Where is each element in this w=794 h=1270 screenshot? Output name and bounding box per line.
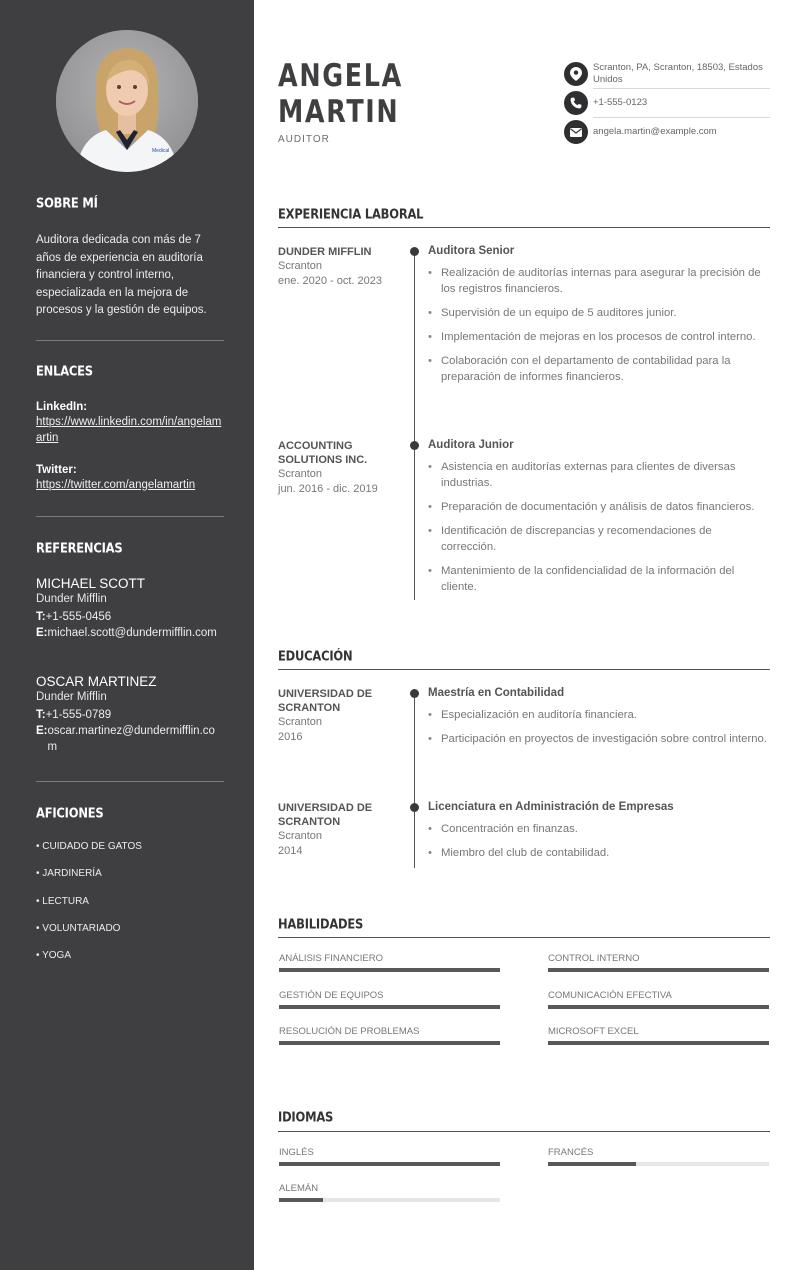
contact-divider xyxy=(593,88,770,89)
email-text[interactable]: angela.martin@example.com xyxy=(593,126,717,137)
company-location: Scranton xyxy=(278,468,323,480)
language-bar xyxy=(548,1162,769,1166)
hobbies-list xyxy=(36,841,224,977)
hobby-item: • JARDINERÍA xyxy=(36,868,102,880)
avatar xyxy=(56,30,198,172)
bullet-item: • Mantenimiento de la confidencialidad de la información del cliente. xyxy=(428,563,770,595)
language-item xyxy=(548,1147,769,1166)
section-divider xyxy=(278,669,770,670)
about-title: SOBRE MÍ xyxy=(36,195,98,212)
phone-value: +1-555-0456 xyxy=(45,611,112,623)
education-title: EDUCACIÓN xyxy=(278,648,353,665)
school-name: UNIVERSIDAD DE SCRANTON xyxy=(278,802,373,828)
sidebar-divider xyxy=(36,516,224,517)
bullet-item: • Participación en proyectos de investigación sobre control interno. xyxy=(428,731,770,747)
skill-bar xyxy=(279,1041,500,1045)
hobby-item: • YOGA xyxy=(36,950,71,962)
timeline-dot xyxy=(410,803,419,812)
full-name xyxy=(278,58,403,130)
hobbies-title: AFICIONES xyxy=(36,805,104,822)
linkedin-label: LinkedIn: xyxy=(36,401,88,413)
bullet-item: • Colaboración con el departamento de contabilidad para la preparación de informes financieros. xyxy=(428,353,770,385)
email-label: E: xyxy=(36,627,48,639)
about-section xyxy=(36,195,224,212)
education-detail xyxy=(428,687,770,755)
education-meta xyxy=(278,687,398,744)
skill-label: GESTIÓN DE EQUIPOS xyxy=(279,990,384,1001)
skill-label: COMUNICACIÓN EFECTIVA xyxy=(548,990,672,1001)
contact-divider xyxy=(593,117,770,118)
skill-bar xyxy=(279,1005,500,1009)
skill-item xyxy=(279,953,500,972)
bullet-item: • Realización de auditorías internas para asegurar la precisión de los registros financieros. xyxy=(428,265,770,297)
skill-label: RESOLUCIÓN DE PROBLEMAS xyxy=(279,1026,420,1037)
timeline-dot xyxy=(410,441,419,450)
phone-text[interactable]: +1-555-0123 xyxy=(593,97,648,108)
company-location: Scranton xyxy=(278,260,323,272)
reference-email xyxy=(36,723,224,755)
reference-company: Dunder Mifflin xyxy=(36,691,107,703)
reference-item xyxy=(36,674,224,755)
language-bar xyxy=(279,1162,500,1166)
email-label: E: xyxy=(36,725,48,737)
skill-item xyxy=(279,1026,500,1045)
skill-item xyxy=(548,953,769,972)
experience-detail xyxy=(428,439,770,603)
bullet-item: • Especialización en auditoría financiera. xyxy=(428,707,770,723)
reference-item xyxy=(36,576,224,641)
bullet-item: • Identificación de discrepancias y recomendaciones de corrección. xyxy=(428,523,770,555)
hobbies-section xyxy=(36,805,224,822)
location-pin-icon xyxy=(564,62,588,86)
sidebar xyxy=(0,0,254,1270)
reference-email xyxy=(36,625,224,641)
job-title: AUDITOR xyxy=(278,134,330,145)
skill-bar xyxy=(279,968,500,972)
last-name: MARTIN xyxy=(278,94,400,130)
degree-name: Maestría en Contabilidad xyxy=(428,687,565,699)
language-bar xyxy=(279,1198,500,1202)
linkedin-link-block xyxy=(36,401,224,446)
language-fill xyxy=(279,1198,323,1202)
phone-label: T: xyxy=(36,709,46,721)
bullet-item: • Concentración en finanzas. xyxy=(428,821,770,837)
reference-company: Dunder Mifflin xyxy=(36,593,107,605)
skill-label: MICROSOFT EXCEL xyxy=(548,1026,639,1037)
education-timeline xyxy=(414,692,415,868)
timeline-dot xyxy=(410,247,419,256)
address-text: Scranton, PA, Scranton, 18503, Estados Unidos xyxy=(593,62,763,85)
skill-fill xyxy=(279,1005,500,1009)
svg-text:Medical: Medical xyxy=(152,148,170,154)
contact-email xyxy=(564,120,770,144)
links-section xyxy=(36,363,224,380)
phone-icon xyxy=(564,91,588,115)
contact-phone xyxy=(564,91,770,115)
reference-phone xyxy=(36,707,224,723)
bullet-item: • Asistencia en auditorías externas para clientes de diversas industrias. xyxy=(428,459,770,491)
bullet-item: • Implementación de mejoras en los procesos de control interno. xyxy=(428,329,770,345)
bullet-item: • Preparación de documentación y análisis de datos financieros. xyxy=(428,499,770,515)
reference-name: MICHAEL SCOTT xyxy=(36,576,146,591)
twitter-link-block xyxy=(36,464,224,493)
skill-item xyxy=(548,990,769,1009)
languages-title: IDIOMAS xyxy=(278,1109,334,1126)
job-dates: jun. 2016 - dic. 2019 xyxy=(278,482,378,495)
sidebar-divider xyxy=(36,781,224,782)
skill-item xyxy=(279,990,500,1009)
reference-name: OSCAR MARTINEZ xyxy=(36,674,157,689)
experience-title: EXPERIENCIA LABORAL xyxy=(278,206,424,223)
experience-timeline xyxy=(414,250,415,600)
email-icon xyxy=(564,120,588,144)
experience-meta xyxy=(278,439,398,496)
language-label: FRANCÉS xyxy=(548,1147,594,1158)
phone-label: T: xyxy=(36,611,46,623)
degree-bullets xyxy=(428,707,770,747)
bullet-item: • Supervisión de un equipo de 5 auditores junior. xyxy=(428,305,770,321)
about-text: Auditora dedicada con más de 7 años de experiencia en auditoría financiera y control interno, especializada en la mejora de procesos y la gestión de equipos. xyxy=(36,234,207,316)
references-section xyxy=(36,540,224,557)
section-divider xyxy=(278,937,770,938)
language-fill xyxy=(279,1162,500,1166)
job-bullets xyxy=(428,265,770,385)
email-value: oscar.martinez@dundermifflin.com xyxy=(47,725,215,753)
hobby-item: • LECTURA xyxy=(36,895,89,907)
language-item xyxy=(279,1147,500,1166)
language-item xyxy=(279,1183,500,1202)
school-name: UNIVERSIDAD DE SCRANTON xyxy=(278,688,373,714)
skill-bar xyxy=(548,968,769,972)
skill-fill xyxy=(279,968,500,972)
skill-label: CONTROL INTERNO xyxy=(548,953,640,964)
twitter-label: Twitter: xyxy=(36,464,77,476)
twitter-link[interactable]: https://twitter.com/angelamartin xyxy=(36,479,196,491)
skill-fill xyxy=(279,1041,500,1045)
profile-photo xyxy=(56,30,198,172)
education-meta xyxy=(278,801,398,858)
skill-fill xyxy=(548,1005,769,1009)
hobby-item: • VOLUNTARIADO xyxy=(36,922,121,934)
language-fill xyxy=(548,1162,636,1166)
linkedin-link[interactable]: https://www.linkedin.com/in/angelamartin xyxy=(36,416,222,444)
reference-phone xyxy=(36,609,224,625)
skill-bar xyxy=(548,1041,769,1045)
links-title: ENLACES xyxy=(36,363,93,380)
graduation-year: 2016 xyxy=(278,730,303,743)
bullet-item: • Miembro del club de contabilidad. xyxy=(428,845,770,861)
job-bullets xyxy=(428,459,770,595)
experience-detail xyxy=(428,245,770,393)
company-name: ACCOUNTING SOLUTIONS INC. xyxy=(278,440,368,466)
references-title: REFERENCIAS xyxy=(36,540,123,557)
skill-item xyxy=(548,1026,769,1045)
degree-bullets xyxy=(428,821,770,861)
graduation-year: 2014 xyxy=(278,844,303,857)
experience-meta xyxy=(278,245,398,288)
section-divider xyxy=(278,1131,770,1132)
skill-label: ANÁLISIS FINANCIERO xyxy=(279,953,383,964)
job-role: Auditora Senior xyxy=(428,245,515,257)
hobby-item: • CUIDADO DE GATOS xyxy=(36,841,142,852)
job-role: Auditora Junior xyxy=(428,439,514,451)
language-label: INGLÉS xyxy=(279,1147,314,1158)
first-name: ANGELA xyxy=(278,58,403,94)
email-value: michael.scott@dundermifflin.com xyxy=(47,627,217,639)
timeline-dot xyxy=(410,689,419,698)
sidebar-divider xyxy=(36,340,224,341)
education-detail xyxy=(428,801,770,869)
skills-title: HABILIDADES xyxy=(278,916,364,933)
contact-address xyxy=(564,62,770,86)
phone-value: +1-555-0789 xyxy=(45,709,112,721)
company-name: DUNDER MIFFLIN xyxy=(278,246,372,258)
language-label: ALEMÁN xyxy=(279,1183,319,1194)
skill-fill xyxy=(548,1041,769,1045)
degree-name: Licenciatura en Administración de Empresas xyxy=(428,801,674,813)
section-divider xyxy=(278,227,770,228)
skill-bar xyxy=(548,1005,769,1009)
school-location: Scranton xyxy=(278,830,323,842)
school-location: Scranton xyxy=(278,716,323,728)
skill-fill xyxy=(548,968,769,972)
job-dates: ene. 2020 - oct. 2023 xyxy=(278,274,382,287)
